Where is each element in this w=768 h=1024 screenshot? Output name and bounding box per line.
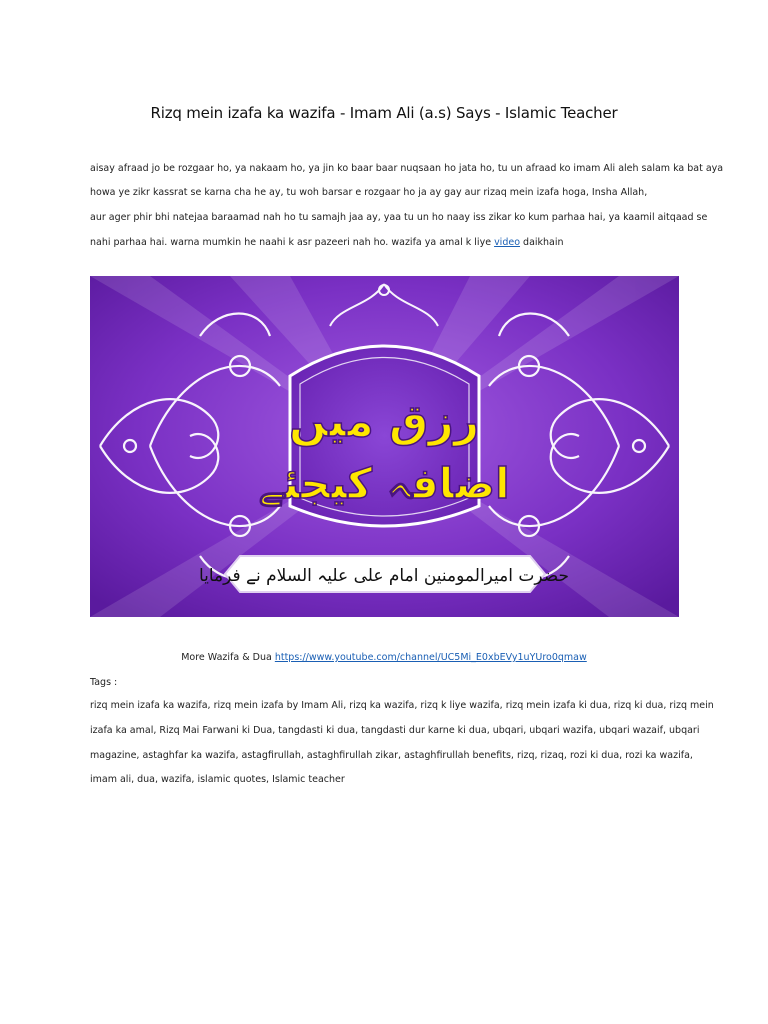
- paragraph-line-4: [90, 237, 690, 249]
- page-title: Rizq mein izafa ka wazifa - Imam Ali (a.s) Says - Islamic Teacher: [150, 104, 618, 122]
- more-label: More Wazifa & Dua: [181, 652, 275, 663]
- banner-image: [90, 276, 679, 617]
- paragraph-line-3: aur ager phir bhi natejaa baraamad nah ho tu samajh jaa ay, yaa tu un ho naay iss zikar ko kum parhaa hai, ya kaamil aitqaad se: [90, 212, 708, 223]
- urdu-title-line-1: رزق میں: [288, 396, 480, 447]
- youtube-channel-link[interactable]: https://www.youtube.com/channel/UC5Mi_E0xbEVy1uYUro0qmaw: [274, 652, 587, 663]
- urdu-caption: حضرت امیرالمومنین امام علی علیہ السلام نے فرمایا: [198, 566, 570, 586]
- urdu-title-line-2: اضافہ کیجئے: [258, 459, 510, 508]
- tags-line-4: imam ali, dua, wazifa, islamic quotes, Islamic teacher: [90, 774, 345, 785]
- tags-line-3: magazine, astaghfar ka wazifa, astagfirullah, astaghfirullah zikar, astaghfirullah benefits, rizq, rizaq, rozi ki dua, rozi ka wazifa,: [90, 750, 693, 761]
- tags-line-1: rizq mein izafa ka wazifa, rizq mein izafa by Imam Ali, rizq ka wazifa, rizq k liye wazifa, rizq mein izafa ki dua, rizq ki dua, rizq mein: [90, 700, 714, 711]
- tags-label: Tags :: [90, 677, 118, 688]
- paragraph-line-1: aisay afraad jo be rozgaar ho, ya nakaam ho, ya jin ko baar baar nuqsaan ho jata ho, tu un afraad ko imam Ali aleh salam ka bat aya: [90, 163, 724, 174]
- paragraph-line-4-text: nahi parhaa hai. warna mumkin he naahi k asr pazeeri nah ho. wazifa ya amal k liye: [90, 237, 495, 248]
- paragraph-line-2: howa ye zikr kassrat se karna cha he ay, tu woh barsar e rozgaar ho ja ay gay aur rizaq mein izafa hoga, Insha Allah,: [90, 187, 648, 198]
- video-link[interactable]: video: [494, 237, 521, 248]
- more-wazifa-line: [0, 652, 768, 663]
- tags-line-2: izafa ka amal, Rizq Mai Farwani ki Dua, tangdasti ki dua, tangdasti dur karne ki dua, ubqari, ubqari wazifa, ubqari wazaif, ubqari: [90, 725, 700, 736]
- paragraph-line-4-end: daikhain: [520, 237, 564, 248]
